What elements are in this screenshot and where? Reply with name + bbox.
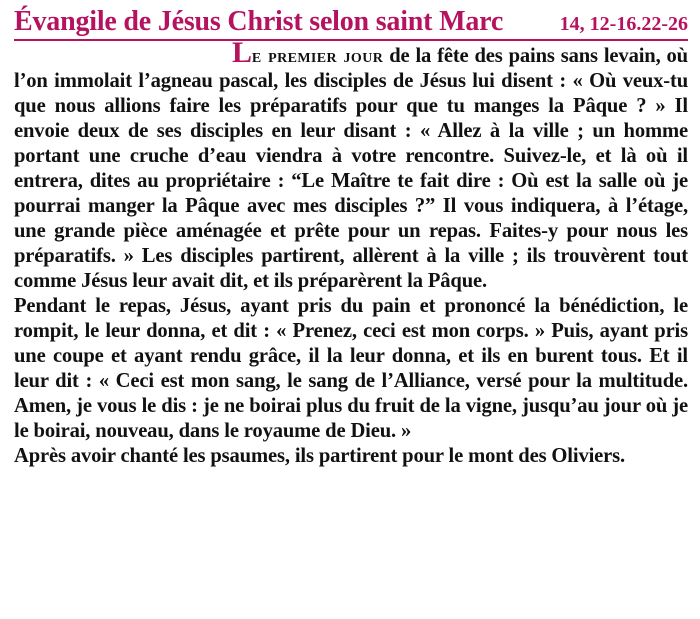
paragraph-2: Pendant le repas, Jésus, ayant pris du pain et prononcé la bénédiction, le rompit, le leur donna, et dit : « Prenez, ceci est mon corps. » Puis, ayant pris une coupe et ayant rendu grâce, il la leur donna, et ils en burent tous. Et il leur dit : « Ceci est mon sang, le sang de l’Alliance, versé pour la multitude. Amen, je vous le dis : je ne boirai plus du fruit de la vigne, jusqu’au jour où je le boirai, nouveau, dans le royaume de Dieu. »	[14, 295, 688, 442]
header	[14, 6, 688, 41]
opening-words: e premier jour	[251, 45, 384, 67]
scripture-reference: 14, 12-16.22-26	[559, 13, 688, 35]
paragraph-1	[14, 36, 688, 294]
drop-cap: L	[232, 36, 252, 69]
gospel-title: Évangile de Jésus Christ selon saint Marc	[14, 6, 504, 37]
paragraph-3: Après avoir chanté les psaumes, ils partirent pour le mont des Oliviers.	[14, 445, 626, 467]
paragraph-1-text: de la fête des pains sans levain, où l’on immolait l’agneau pascal, les disciples de Jésus lui disent : « Où veux-tu que nous allions faire les préparatifs pour que tu manges la Pâque ? » Il envoie deux de ses disciples en leur disant : « Allez à la ville ; un homme portant une cruche d’eau viendra à votre rencontre. Suivez-le, et là où il entrera, dites au propriétaire : “Le Maître te fait dire : Où est la salle où je pourrai manger la Pâque avec mes disciples ?” Il vous indiquera, à l’étage, une grande pièce aménagée et prête pour un repas. Faites-y pour nous les préparatifs. » Les disciples partirent, allèrent à la ville ; ils trouvèrent tout comme Jésus leur avait dit, et ils préparèrent la Pâque.	[14, 45, 688, 292]
